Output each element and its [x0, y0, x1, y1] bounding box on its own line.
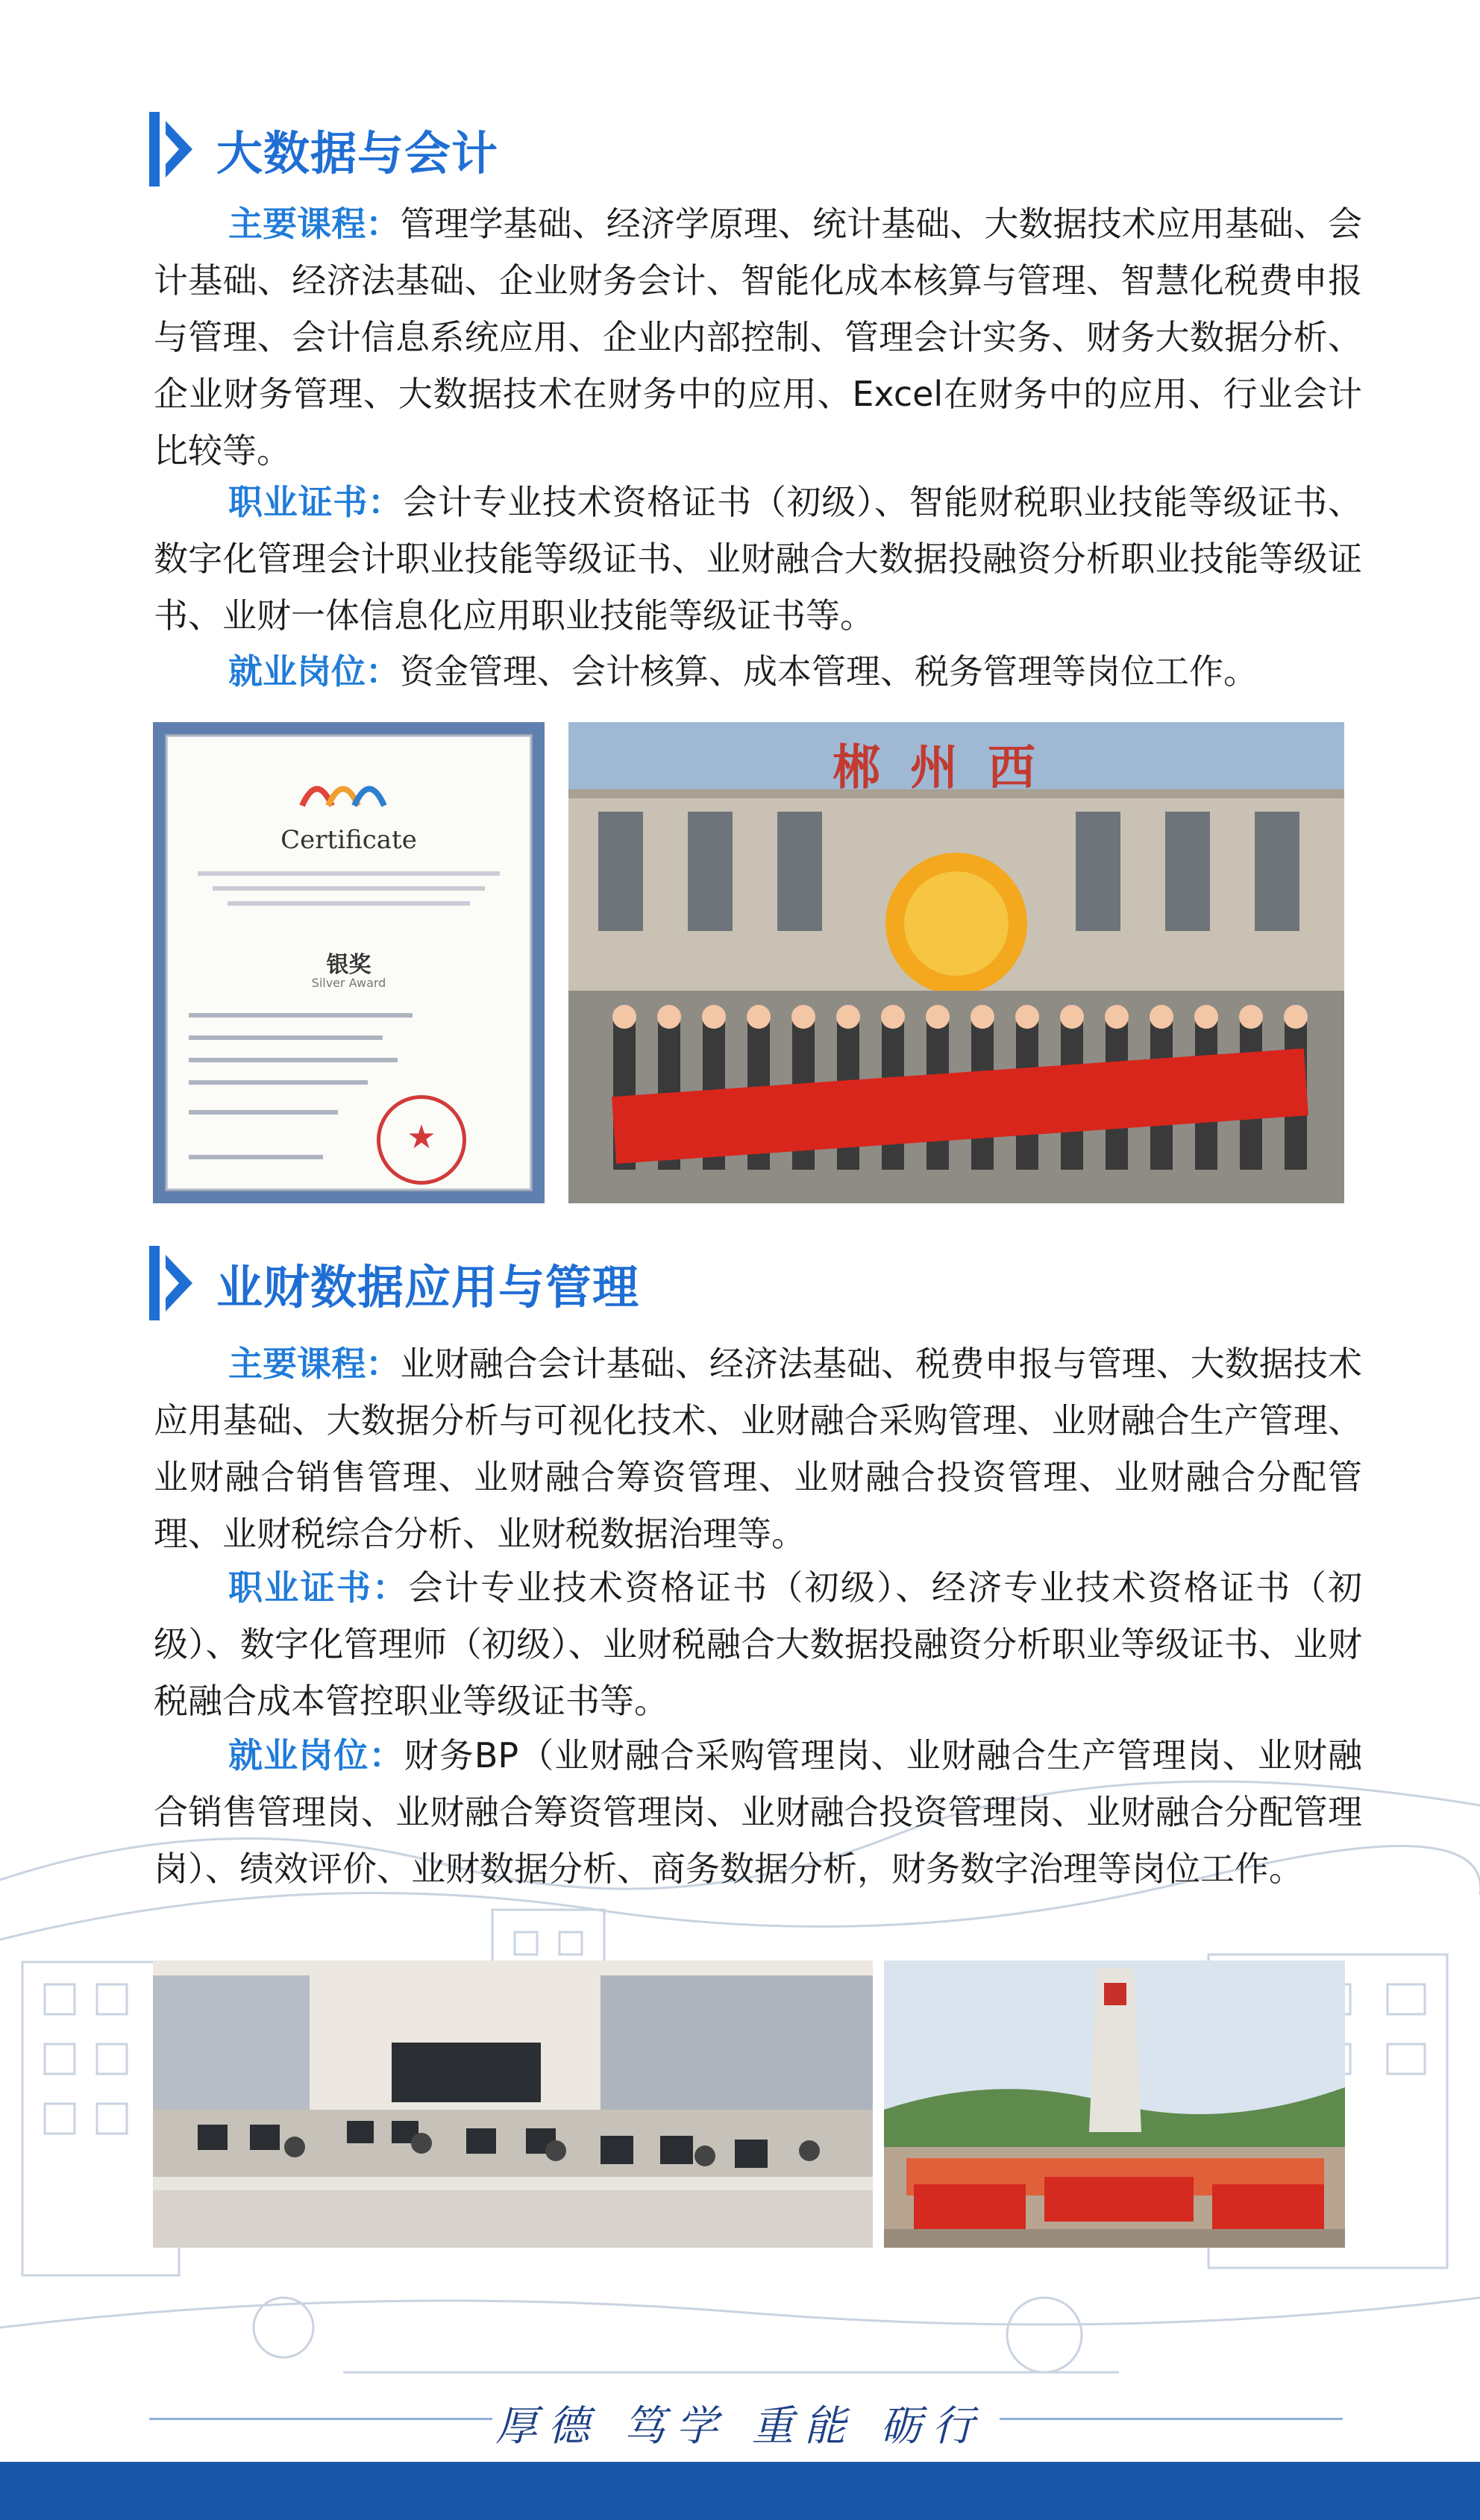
main-courses-text: 业财融合会计基础、经济法基础、税费申报与管理、大数据技术应用基础、大数据分析与可视化技术、业财融合采购管理、业财融合生产管理、业财融合销售管理、业财融合筹资管理、业财融合投资管理、业财融合分配管理、业财税综合分析、业财税数据治理等。: [154, 1344, 1362, 1554]
slogan-divider-right: [1000, 2418, 1343, 2420]
section-title: 业财数据应用与管理: [216, 1260, 640, 1314]
section-marker-icon: [149, 1246, 194, 1320]
certificate-award: 银奖: [326, 952, 371, 978]
main-courses-text: 管理学基础、经济学原理、统计基础、大数据技术应用基础、会计基础、经济法基础、企业财务会计、智能化成本核算与管理、智慧化税费申报与管理、会计信息系统应用、企业内部控制、管理会计实务、财务大数据分析、企业财务管理、大数据技术在财务中的应用、Excel在财务中的应用、行业会计比较等。: [154, 204, 1362, 471]
section-marker-icon: [149, 112, 194, 187]
competition-logo-icon: [295, 768, 399, 813]
certificate-heading: Certificate: [280, 825, 417, 855]
certificates-label: 职业证书：: [228, 1567, 409, 1608]
main-courses-paragraph: [154, 1335, 1362, 1562]
school-motto: 厚德 笃学 重能 砺行: [495, 2402, 985, 2451]
monument-group-photo: [884, 1960, 1345, 2248]
jobs-paragraph: [154, 643, 1362, 700]
certificates-label: 职业证书：: [228, 482, 403, 522]
station-group-photo: [568, 722, 1344, 1203]
certificate-photo: [153, 722, 545, 1203]
main-courses-label: 主要课程：: [228, 204, 401, 244]
jobs-text: 资金管理、会计核算、成本管理、税务管理等岗位工作。: [400, 651, 1258, 692]
certificates-text: 会计专业技术资格证书（初级）、智能财税职业技能等级证书、数字化管理会计职业技能等级证书、业财融合大数据投融资分析职业技能等级证书、业财一体信息化应用职业技能等级证书等。: [154, 482, 1362, 636]
jobs-paragraph: [154, 1727, 1362, 1897]
certificates-text: 会计专业技术资格证书（初级）、经济专业技术资格证书（初级）、数字化管理师（初级）、业财税融合大数据投融资分析职业等级证书、业财税融合成本管控职业等级证书等。: [154, 1567, 1363, 1721]
station-sign: 郴州西: [832, 741, 1065, 796]
jobs-label: 就业岗位：: [228, 1735, 404, 1775]
certificates-paragraph: [154, 474, 1362, 644]
footer-bar: [0, 2462, 1480, 2520]
main-courses-paragraph: [154, 195, 1362, 479]
classroom-photo: [153, 1960, 873, 2248]
section-title: 大数据与会计: [216, 126, 499, 181]
jobs-label: 就业岗位：: [228, 651, 400, 692]
section-header-business-finance-data: [149, 1246, 1343, 1320]
jobs-text: 财务BP（业财融合采购管理岗、业财融合生产管理岗、业财融合销售管理岗、业财融合筹资管理岗、业财融合投资管理岗、业财融合分配管理岗）、绩效评价、业财数据分析、商务数据分析，财务数字治理等岗位工作。: [154, 1735, 1363, 1889]
certificates-paragraph: [154, 1559, 1362, 1729]
main-courses-label: 主要课程：: [228, 1344, 401, 1384]
certificate-award-en: Silver Award: [311, 976, 386, 990]
official-seal-icon: [377, 1095, 466, 1185]
section-header-big-data-accounting: [149, 112, 1343, 187]
